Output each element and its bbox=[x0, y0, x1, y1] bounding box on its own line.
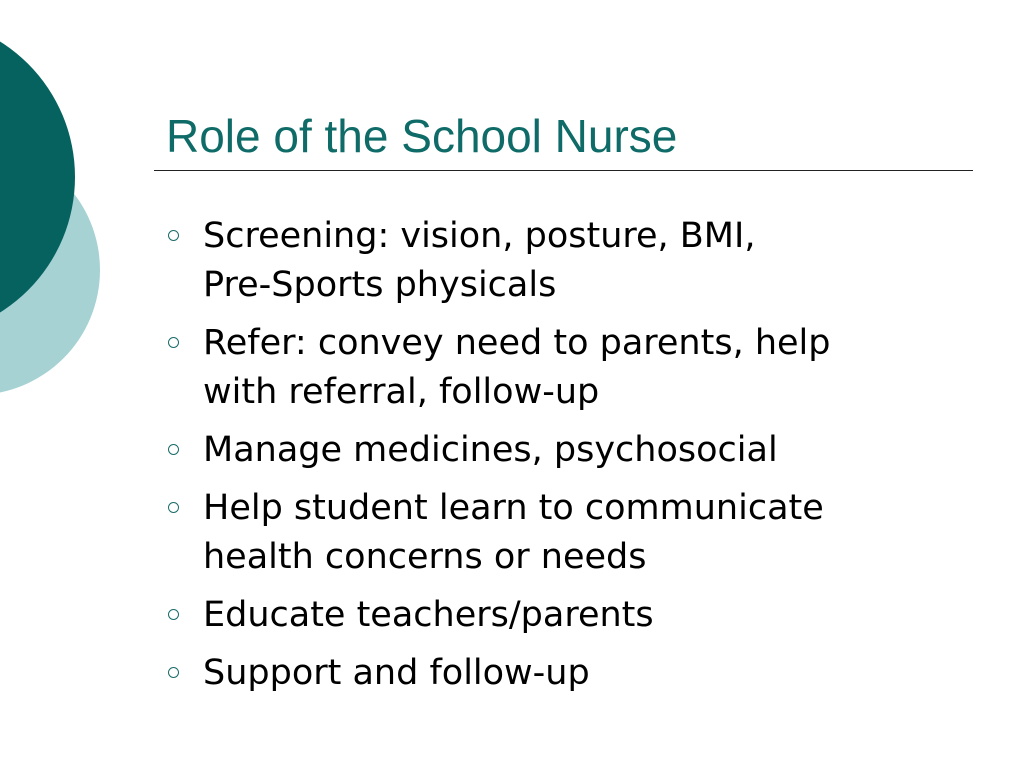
bullet-text: with referral, follow-up bbox=[203, 372, 600, 412]
bullet-text: Help student learn to communicate bbox=[203, 488, 824, 528]
bullet-text: Manage medicines, psychosocial bbox=[203, 430, 778, 470]
bullet-text: Support and follow-up bbox=[203, 653, 590, 693]
bullet-icon bbox=[168, 609, 179, 620]
bullet-list bbox=[160, 212, 980, 707]
title-divider bbox=[154, 170, 973, 171]
bullet-icon bbox=[168, 502, 179, 513]
bullet-text: Refer: convey need to parents, help bbox=[203, 323, 831, 363]
bullet-item bbox=[160, 591, 980, 640]
bullet-text: Educate teachers/parents bbox=[203, 595, 654, 635]
bullet-icon bbox=[168, 444, 179, 455]
bullet-icon bbox=[168, 337, 179, 348]
bullet-text: Pre-Sports physicals bbox=[203, 265, 557, 305]
bullet-item bbox=[160, 319, 980, 417]
bullet-item bbox=[160, 649, 980, 698]
bullet-icon bbox=[168, 667, 179, 678]
bullet-item bbox=[160, 212, 980, 310]
bullet-text: health concerns or needs bbox=[203, 537, 647, 577]
bullet-icon bbox=[168, 230, 179, 241]
slide-title: Role of the School Nurse bbox=[166, 110, 678, 162]
bullet-item bbox=[160, 484, 980, 582]
bullet-text: Screening: vision, posture, BMI, bbox=[203, 216, 756, 256]
bullet-item bbox=[160, 426, 980, 475]
